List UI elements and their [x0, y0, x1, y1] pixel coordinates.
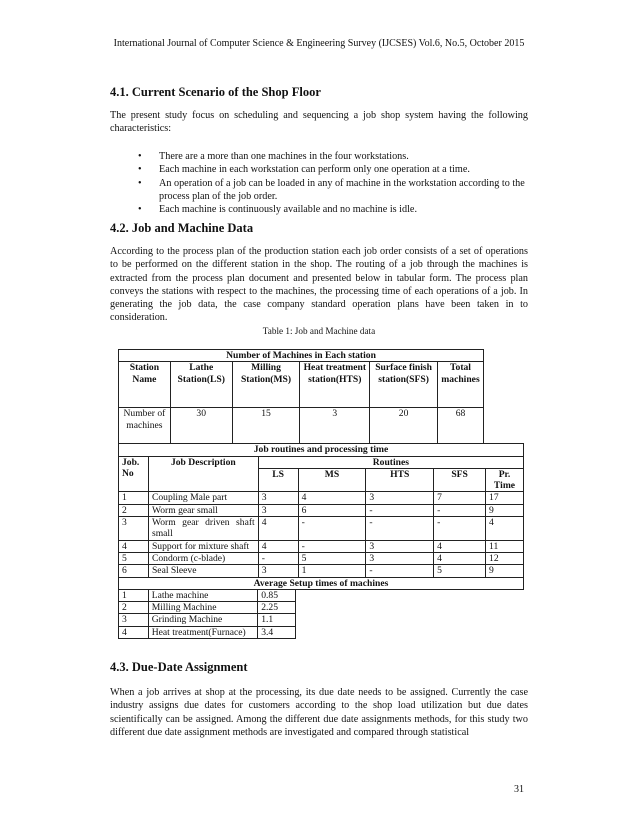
list-item: • Each machine is continuously available and no machine is idle. — [138, 204, 418, 216]
section-4-3-paragraph: When a job arrives at shop at the processing, its due date needs to be assigned. Currently the case industry assigns due dates for customers according to the shop load utilization but due dates scientifically can be assigned. Among the different due date assignments methods, for this study two different due date assignment methods are investigated and compared through statistical — [110, 687, 528, 738]
cell: 20 — [370, 408, 438, 444]
table-row: 3 Grinding Machine 1.1 — [119, 614, 296, 626]
table-row: 6 Seal Sleeve 3 1 - 5 9 — [119, 565, 524, 577]
characteristics-list — [138, 150, 528, 216]
job-desc-header: Job Description — [148, 456, 258, 492]
column-header: Station Name — [119, 362, 171, 408]
column-header: Lathe Station(LS) — [170, 362, 232, 408]
job-no-header: Job. No — [119, 456, 149, 492]
list-item: • An operation of a job can be loaded in any of machine in the workstation according to the process plan of the job order. — [138, 177, 525, 202]
table-row: 2 Milling Machine 2.25 — [119, 602, 296, 614]
setup-table — [118, 589, 296, 639]
section-4-1-intro: The present study focus on scheduling and sequencing a job shop system having the following characteristics: — [110, 110, 528, 135]
column-header: Heat treatment station(HTS) — [300, 362, 370, 408]
cell: 30 — [170, 408, 232, 444]
running-header: International Journal of Computer Science & Engineering Survey (IJCSES) Vol.6, No.5, October 2015 — [113, 38, 525, 49]
section-4-2-paragraph: According to the process plan of the production station each job order consists of a set of operations to be performed on the different station in the shop. The routing of a job through the machines is extracted from the process plan document and presented below in tabular form. The process plan conveys the stations with respect to the machines, the processing time of each operations of a job. In generating the job data, the case company standard operation plans have been taken in to consideration. — [110, 246, 528, 324]
cell: 3 — [300, 408, 370, 444]
list-item: • There are a more than one machines in the four workstations. — [138, 151, 409, 162]
routines-header: Routines — [258, 456, 523, 468]
setup-title: Average Setup times of machines — [119, 577, 524, 589]
table-row: 5 Condorm (c-blade) - 5 3 4 12 — [119, 552, 524, 564]
bullet-icon: • — [138, 204, 142, 216]
bullet-icon: • — [138, 177, 142, 189]
column-header: Total machines — [437, 362, 483, 408]
column-header: HTS — [366, 468, 434, 492]
section-4-2-title: 4.2. Job and Machine Data — [110, 221, 254, 235]
column-header: Surface finish station(SFS) — [370, 362, 438, 408]
column-header: LS — [258, 468, 298, 492]
bullet-icon: • — [138, 151, 142, 162]
list-item: • Each machine in each workstation can perform only one operation at a time. — [138, 164, 470, 176]
column-header: SFS — [434, 468, 486, 492]
table-row: 4 Support for mixture shaft 4 - 3 4 11 — [119, 540, 524, 552]
column-header: Milling Station(MS) — [232, 362, 300, 408]
routines-title: Job routines and processing time — [119, 444, 524, 456]
cell: 15 — [232, 408, 300, 444]
table-row: 3 Worm gear driven shaft small 4 - - - 4 — [119, 517, 524, 541]
page-number: 31 — [514, 784, 524, 795]
table-caption: Table 1: Job and Machine data — [262, 326, 376, 336]
section-4-1-title: 4.1. Current Scenario of the Shop Floor — [110, 85, 321, 99]
job-machine-table — [118, 349, 524, 639]
machines-table — [118, 349, 484, 444]
table-row: 1 Lathe machine 0.85 — [119, 589, 296, 601]
routines-table — [118, 443, 524, 590]
table-row: 4 Heat treatment(Furnace) 3.4 — [119, 626, 296, 638]
table-row: 2 Worm gear small 3 6 - - 9 — [119, 504, 524, 516]
machines-title: Number of Machines in Each station — [119, 350, 484, 362]
column-header: Pr. Time — [486, 468, 524, 492]
table-row: 1 Coupling Male part 3 4 3 7 17 — [119, 492, 524, 504]
bullet-icon: • — [138, 164, 142, 176]
cell: 68 — [437, 408, 483, 444]
column-header: MS — [298, 468, 366, 492]
row-label: Number of machines — [119, 408, 171, 444]
section-4-3-title: 4.3. Due-Date Assignment — [110, 660, 248, 674]
